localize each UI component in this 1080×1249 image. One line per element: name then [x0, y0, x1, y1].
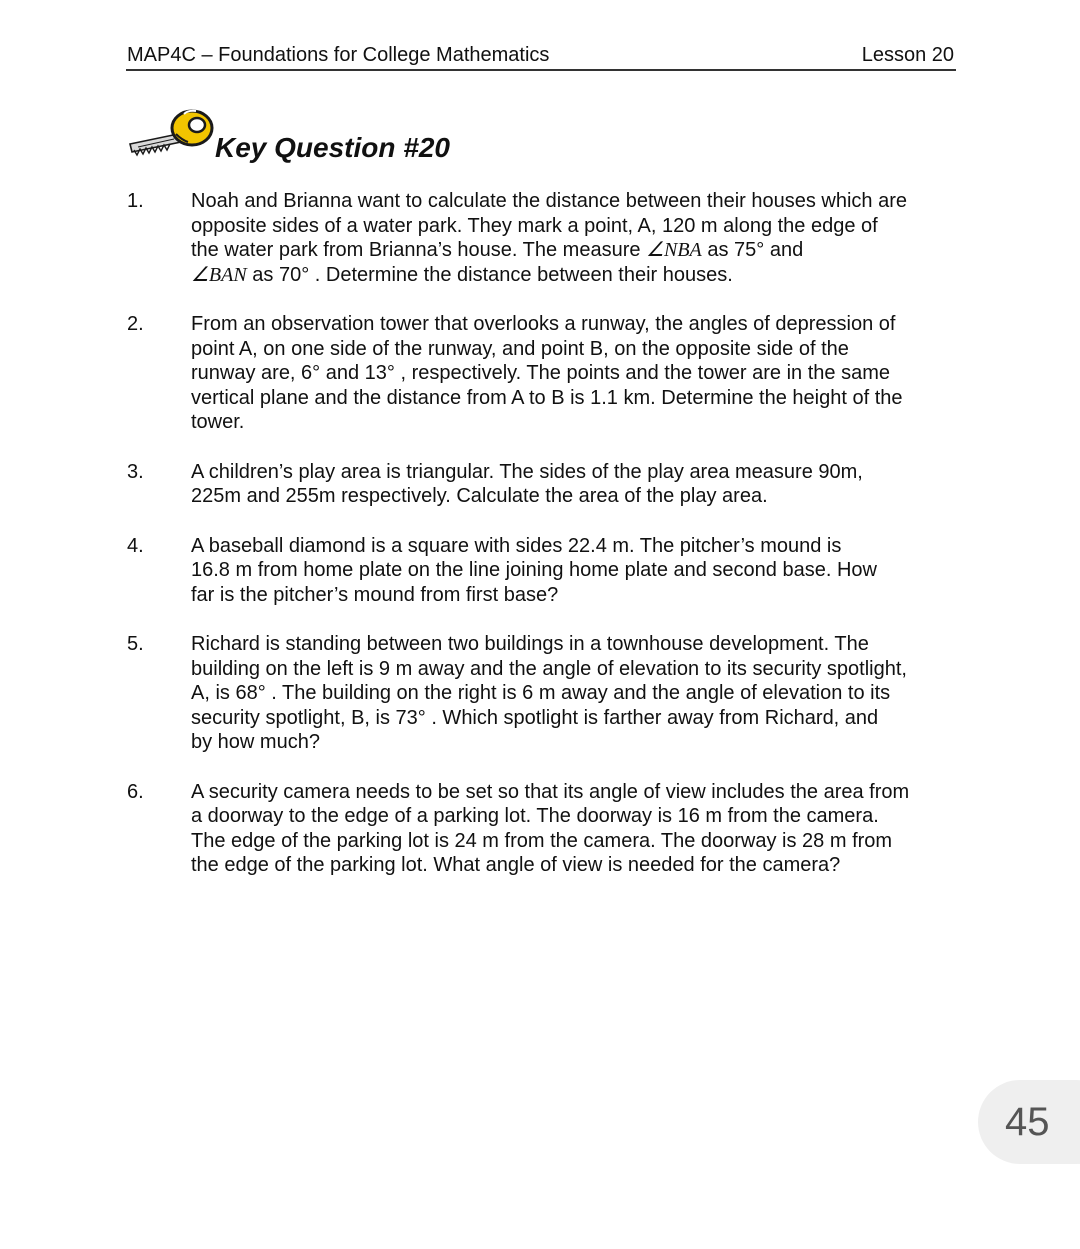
- question-number: 6.: [127, 780, 144, 803]
- question-number: 4.: [127, 534, 144, 557]
- question-5: [126, 632, 956, 755]
- question-line: 225m and 255m respectively. Calculate the area of the play area.: [191, 485, 768, 507]
- question-text: [191, 312, 961, 435]
- question-line: far is the pitcher’s mound from first base?: [191, 583, 559, 606]
- question-line: security spotlight, B, is 73° . Which spotlight is farther away from Richard, and: [191, 706, 879, 729]
- question-line: by how much?: [191, 731, 320, 753]
- question-line: opposite sides of a water park. They mark a point, A, 120 m along the edge of: [191, 214, 878, 237]
- question-line: vertical plane and the distance from A to B is 1.1 km. Determine the height of the: [191, 386, 903, 409]
- key-question-title: Key Question #20: [215, 132, 450, 163]
- question-line: A, is 68° . The building on the right is 6 m away and the angle of elevation to its: [191, 682, 891, 704]
- question-line: Richard is standing between two buildings in a townhouse development. The: [191, 633, 869, 655]
- question-line: point A, on one side of the runway, and point B, on the opposite side of the: [191, 337, 849, 360]
- question-2: [126, 312, 956, 435]
- key-icon: [126, 104, 216, 164]
- text-fragment: as: [246, 263, 279, 286]
- text-fragment: the water park from Brianna’s house. The measure: [191, 239, 647, 261]
- question-line: [191, 263, 961, 288]
- question-text: [191, 189, 961, 287]
- text-fragment: as: [701, 239, 735, 261]
- angle-value: 70°: [278, 263, 310, 286]
- question-number: 1.: [127, 190, 144, 212]
- question-line: a doorway to the edge of a parking lot. The doorway is 16 m from the camera.: [191, 805, 879, 827]
- angle-value: 75°: [734, 239, 765, 261]
- page-header: [126, 42, 956, 71]
- question-1: [126, 189, 956, 287]
- question-3: [126, 460, 956, 509]
- question-line: tower.: [191, 411, 245, 433]
- question-list: [126, 189, 956, 903]
- course-title: MAP4C – Foundations for College Mathematics: [127, 44, 550, 66]
- question-6: [126, 780, 956, 878]
- question-4: [126, 534, 956, 608]
- question-line: The edge of the parking lot is 24 m from the camera. The doorway is 28 m from: [191, 829, 893, 852]
- question-text: [191, 780, 961, 878]
- lesson-label: Lesson 20: [861, 44, 954, 66]
- question-line: From an observation tower that overlooks a runway, the angles of depression of: [191, 313, 896, 335]
- text-fragment: . Determine the distance between their houses.: [309, 263, 733, 286]
- page-number: 45: [1005, 1100, 1050, 1144]
- question-line: A security camera needs to be set so that its angle of view includes the area from: [191, 780, 910, 803]
- question-line: runway are, 6° and 13° , respectively. The points and the tower are in the same: [191, 362, 890, 384]
- angle-ban: ∠BAN: [191, 263, 247, 286]
- question-line: Noah and Brianna want to calculate the distance between their houses which are: [191, 190, 908, 212]
- question-line: A baseball diamond is a square with sides 22.4 m. The pitcher’s mound is: [191, 534, 842, 557]
- question-text: [191, 632, 961, 755]
- question-number: 5.: [127, 633, 144, 655]
- angle-nba: ∠NBA: [646, 239, 702, 261]
- question-text: [191, 460, 961, 509]
- question-line: [191, 238, 961, 263]
- question-line: 16.8 m from home plate on the line joining home plate and second base. How: [191, 559, 877, 581]
- question-number: 3.: [127, 460, 144, 483]
- text-fragment: and: [764, 239, 804, 261]
- question-text: [191, 534, 961, 608]
- question-number: 2.: [127, 313, 144, 335]
- question-line: the edge of the parking lot. What angle of view is needed for the camera?: [191, 854, 841, 876]
- question-line: A children’s play area is triangular. The sides of the play area measure 90m,: [191, 460, 863, 483]
- question-line: building on the left is 9 m away and the angle of elevation to its security spotlight,: [191, 657, 907, 680]
